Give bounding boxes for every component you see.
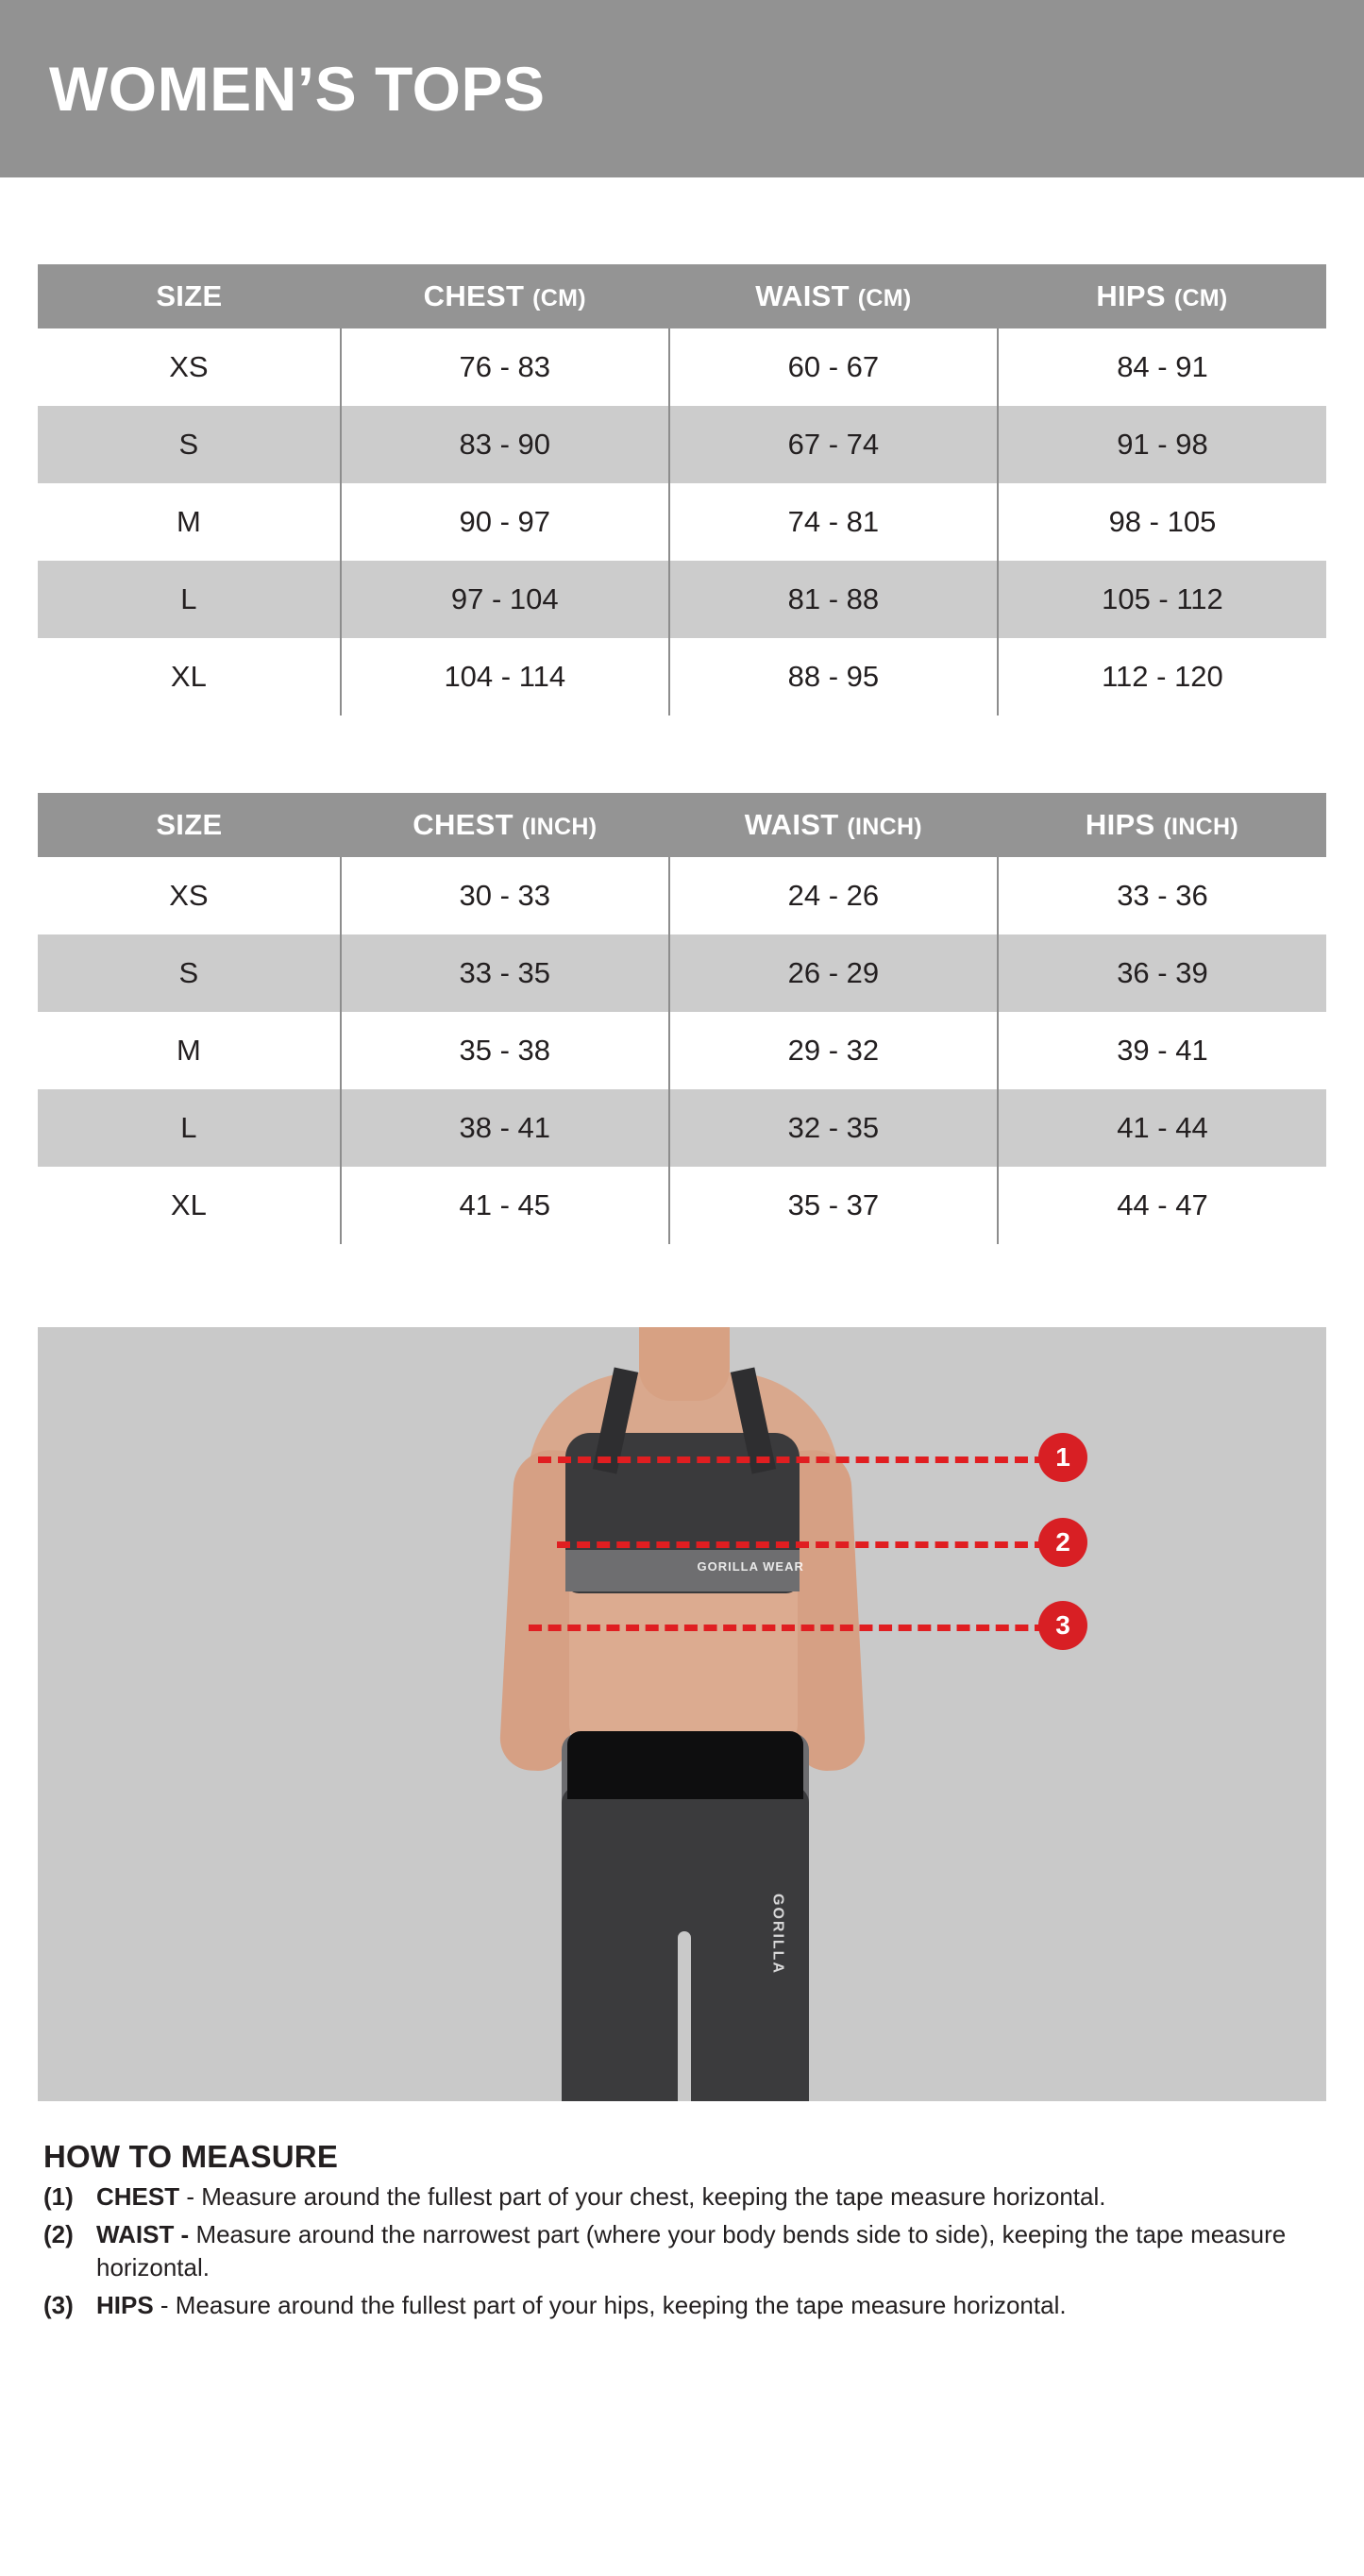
cell-size: S — [38, 406, 341, 483]
cell-chest: 41 - 45 — [341, 1167, 669, 1244]
column-header-hips-label: HIPS — [1096, 279, 1166, 312]
spacer-top — [0, 177, 1364, 264]
column-header-waist-unit: (CM) — [857, 285, 912, 311]
chest-measure-line — [538, 1456, 1048, 1463]
model-neck — [639, 1327, 730, 1401]
cell-waist: 74 - 81 — [669, 483, 998, 561]
table-row — [38, 1012, 1326, 1089]
cell-size: M — [176, 505, 201, 538]
cell-chest: 35 - 38 — [341, 1012, 669, 1089]
cell-size: XL — [170, 1188, 207, 1221]
cell-hips: 112 - 120 — [998, 638, 1326, 716]
how-to-item-text — [96, 2180, 1321, 2213]
cell-chest: 97 - 104 — [341, 561, 669, 638]
column-header-hips-unit: (INCH) — [1163, 814, 1238, 840]
how-to-item-body: - Measure around the fullest part of your chest, keeping the tape measure horizontal. — [179, 2182, 1106, 2211]
cell-chest: 104 - 114 — [341, 638, 669, 716]
measurement-diagram — [38, 1327, 1326, 2101]
table-row — [38, 1167, 1326, 1244]
cell-hips: 44 - 47 — [998, 1167, 1326, 1244]
cell-size: M — [176, 1034, 201, 1067]
how-to-item-label: CHEST — [96, 2182, 180, 2211]
cell-chest: 38 - 41 — [341, 1089, 669, 1167]
table-row — [38, 934, 1326, 1012]
hips-measure-badge: 3 — [1038, 1601, 1087, 1650]
chest-measure-badge: 1 — [1038, 1433, 1087, 1482]
spacer-between-tables — [0, 716, 1364, 793]
table-header-row — [38, 264, 1326, 328]
column-header-chest-unit: (CM) — [532, 285, 586, 311]
brand-logo-bottom: GORILLA — [769, 1894, 786, 1975]
how-to-item-number: (1) — [43, 2182, 74, 2211]
size-table-cm — [38, 264, 1326, 716]
cell-size: XL — [170, 660, 207, 693]
cell-waist: 60 - 67 — [669, 328, 998, 406]
model-figure — [437, 1327, 928, 2101]
how-to-item-number: (3) — [43, 2290, 74, 2319]
cell-waist: 29 - 32 — [669, 1012, 998, 1089]
waist-measure-line — [557, 1541, 1048, 1548]
cell-chest: 90 - 97 — [341, 483, 669, 561]
column-header-waist — [669, 264, 998, 328]
column-header-waist-unit: (INCH) — [847, 814, 922, 840]
how-to-measure-title: HOW TO MEASURE — [43, 2139, 339, 2174]
cell-chest: 76 - 83 — [341, 328, 669, 406]
column-header-waist — [669, 793, 998, 857]
column-header-hips-label: HIPS — [1085, 808, 1155, 841]
column-header-chest-label: CHEST — [423, 279, 525, 312]
cell-hips: 41 - 44 — [998, 1089, 1326, 1167]
table-row — [38, 1089, 1326, 1167]
column-header-size-label: SIZE — [156, 808, 223, 841]
column-header-waist-label: WAIST — [744, 808, 839, 841]
size-table-cm-wrap — [0, 264, 1364, 716]
how-to-item-body: - Measure around the fullest part of your hips, keeping the tape measure horizontal. — [153, 2290, 1067, 2319]
how-to-measure-item-hips — [43, 2289, 1321, 2321]
cell-size: L — [38, 1089, 341, 1167]
cell-hips: 39 - 41 — [998, 1012, 1326, 1089]
cell-waist: 32 - 35 — [669, 1089, 998, 1167]
cell-size: XS — [169, 879, 209, 912]
how-to-item-body: Measure around the narrowest part (where your body bends side to side), keeping the tape measure horizontal. — [96, 2220, 1287, 2281]
cell-hips: 98 - 105 — [998, 483, 1326, 561]
cell-size: S — [38, 934, 341, 1012]
how-to-item-label: WAIST - — [96, 2220, 190, 2249]
table-row — [38, 328, 1326, 406]
table-row — [38, 857, 1326, 934]
cell-hips: 36 - 39 — [998, 934, 1326, 1012]
column-header-chest — [341, 264, 669, 328]
table-row — [38, 638, 1326, 716]
column-header-chest-unit: (INCH) — [521, 814, 598, 840]
how-to-item-text — [96, 2218, 1321, 2283]
how-to-item-text — [96, 2289, 1321, 2321]
table-header-row — [38, 793, 1326, 857]
column-header-hips-unit: (CM) — [1173, 285, 1228, 311]
cell-hips: 91 - 98 — [998, 406, 1326, 483]
cell-waist: 88 - 95 — [669, 638, 998, 716]
column-header-chest — [341, 793, 669, 857]
how-to-measure-item-waist — [43, 2218, 1321, 2283]
cell-waist: 81 - 88 — [669, 561, 998, 638]
waist-measure-badge: 2 — [1038, 1518, 1087, 1567]
table-row — [38, 561, 1326, 638]
cell-hips: 105 - 112 — [998, 561, 1326, 638]
size-table-inch-wrap — [0, 793, 1364, 1244]
column-header-hips — [998, 793, 1326, 857]
cell-hips: 84 - 91 — [998, 328, 1326, 406]
cell-waist: 24 - 26 — [669, 857, 998, 934]
page-title: WOMEN’S TOPS — [49, 54, 546, 124]
hips-measure-line — [529, 1625, 1048, 1631]
brand-logo-top: GORILLA WEAR — [697, 1559, 804, 1574]
cell-waist: 35 - 37 — [669, 1167, 998, 1244]
spacer-before-image — [0, 1244, 1364, 1327]
column-header-chest-label: CHEST — [413, 808, 514, 841]
column-header-hips — [998, 264, 1326, 328]
column-header-size — [38, 793, 341, 857]
page-header — [0, 0, 1364, 177]
cell-chest: 83 - 90 — [341, 406, 669, 483]
cell-hips: 33 - 36 — [998, 857, 1326, 934]
column-header-size-label: SIZE — [156, 279, 223, 312]
how-to-item-number: (2) — [43, 2220, 74, 2249]
how-to-measure-item-chest — [43, 2180, 1321, 2213]
how-to-item-label: HIPS — [96, 2290, 154, 2319]
cell-waist: 26 - 29 — [669, 934, 998, 1012]
column-header-size — [38, 264, 341, 328]
leggings-leg-split — [678, 1931, 691, 2101]
table-row — [38, 483, 1326, 561]
cell-chest: 30 - 33 — [341, 857, 669, 934]
table-row — [38, 406, 1326, 483]
leggings-waistband — [567, 1731, 803, 1799]
cell-size: L — [38, 561, 341, 638]
size-table-inch — [38, 793, 1326, 1244]
cell-waist: 67 - 74 — [669, 406, 998, 483]
column-header-waist-label: WAIST — [755, 279, 850, 312]
cell-chest: 33 - 35 — [341, 934, 669, 1012]
cell-size: XS — [169, 350, 209, 383]
how-to-measure-section — [0, 2101, 1364, 2365]
